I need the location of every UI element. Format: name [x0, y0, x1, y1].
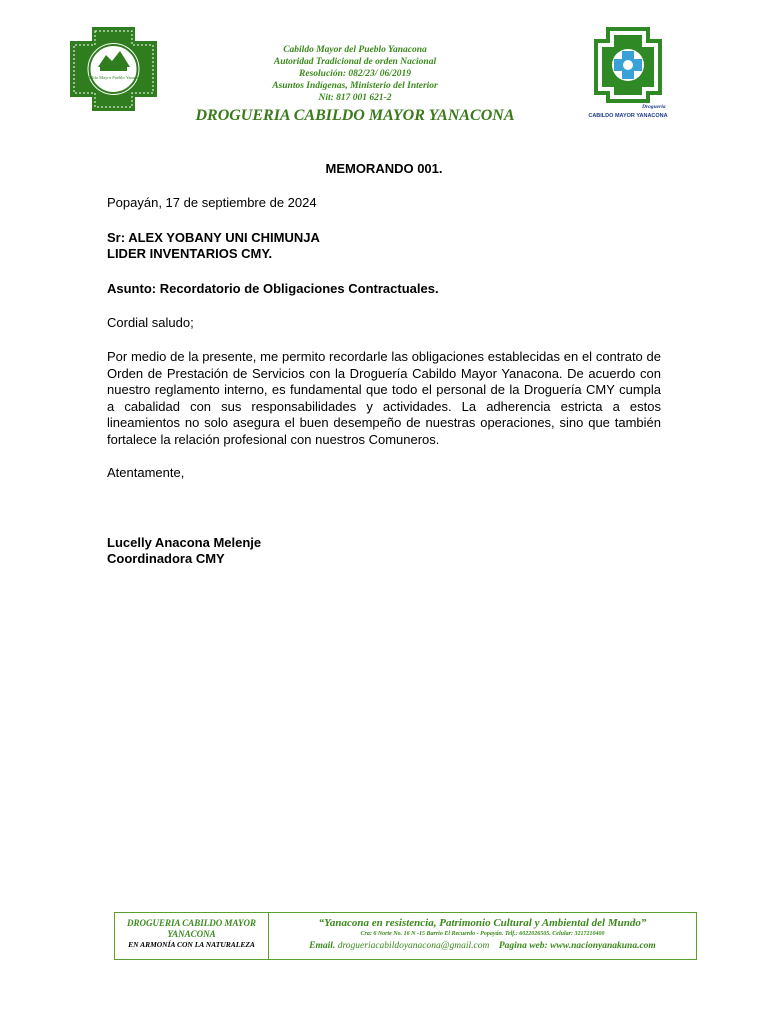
footer-motto: “Yanacona en resistencia, Patrimonio Cultural y Ambiental del Mundo”	[318, 917, 647, 929]
svg-text:CABILDO MAYOR YANACONA: CABILDO MAYOR YANACONA	[588, 113, 668, 119]
signer-role: Coordinadora CMY	[107, 551, 225, 566]
letterhead-line: Autoridad Tradicional de orden Nacional	[273, 57, 437, 67]
footer-brand	[115, 913, 269, 959]
footer-links	[269, 939, 696, 953]
signer-name: Lucelly Anacona Melenje	[107, 535, 262, 550]
footer-tagline: EN ARMONÍA CON LA NATURALEZA	[128, 940, 255, 949]
memo-subject: Asunto: Recordatorio de Obligaciones Contractuales.	[107, 281, 439, 296]
svg-text:Cabildo Mayor Pueblo Yanacona: Cabildo Mayor Pueblo Yanacona	[83, 75, 144, 80]
letterhead-line: Resolución: 082/23/ 06/2019	[299, 69, 411, 79]
web-link[interactable]: www.nacionyanakuna.com	[550, 941, 656, 951]
web-label: Pagina web:	[498, 941, 548, 951]
memo-body: Por medio de la presente, me permito recordarle las obligaciones establecidas en el contrato de Orden de Prestación de Servicios con la Droguería Cabildo Mayor Yanacona. De acuerdo con nuestro reglamento interno, es fundamental que todo el personal de la Droguería CMY cumpla a cabalidad con sus responsabilidades y actividades. La adherencia estricta a estos lineamientos no solo asegura el buen desempeño de nuestras operaciones, sino que también fortalece la relación profesional con nuestros Comuneros.	[107, 349, 661, 447]
svg-text:Drogueria: Drogueria	[642, 104, 666, 110]
letterhead-title: DROGUERIA CABILDO MAYOR YANACONA	[195, 107, 515, 124]
memo-title: MEMORANDO 001.	[325, 161, 443, 176]
greeting: Cordial saludo;	[107, 315, 194, 330]
footer	[114, 912, 697, 960]
footer-contact	[269, 913, 696, 959]
email-link[interactable]: drogueriacabildoyanacona@gmail.com	[337, 941, 490, 951]
letterhead-line: Cabildo Mayor del Pueblo Yanacona	[283, 45, 427, 55]
memo-date: Popayán, 17 de septiembre de 2024	[107, 195, 317, 210]
footer-brand-title: DROGUERIA CABILDO MAYOR YANACONA	[126, 918, 257, 939]
letterhead-line: Nit: 817 001 621-2	[318, 93, 392, 103]
letterhead	[180, 44, 530, 126]
footer-address: Cra: 6 Norte No. 16 N -15 Barrio El Recuerdo - Popayán. Telf.: 6022026505. Celular: 3217210400	[360, 931, 605, 937]
email-label: Email.	[309, 941, 336, 951]
letterhead-line: Asuntos Indígenas, Ministerio del Interior	[272, 81, 438, 91]
closing: Atentamente,	[107, 465, 185, 480]
drogueria-logo	[578, 25, 678, 121]
recipient-name: Sr: ALEX YOBANY UNI CHIMUNJA	[107, 230, 320, 245]
cabildo-logo	[70, 27, 157, 111]
recipient-role: LIDER INVENTARIOS CMY.	[107, 246, 273, 261]
